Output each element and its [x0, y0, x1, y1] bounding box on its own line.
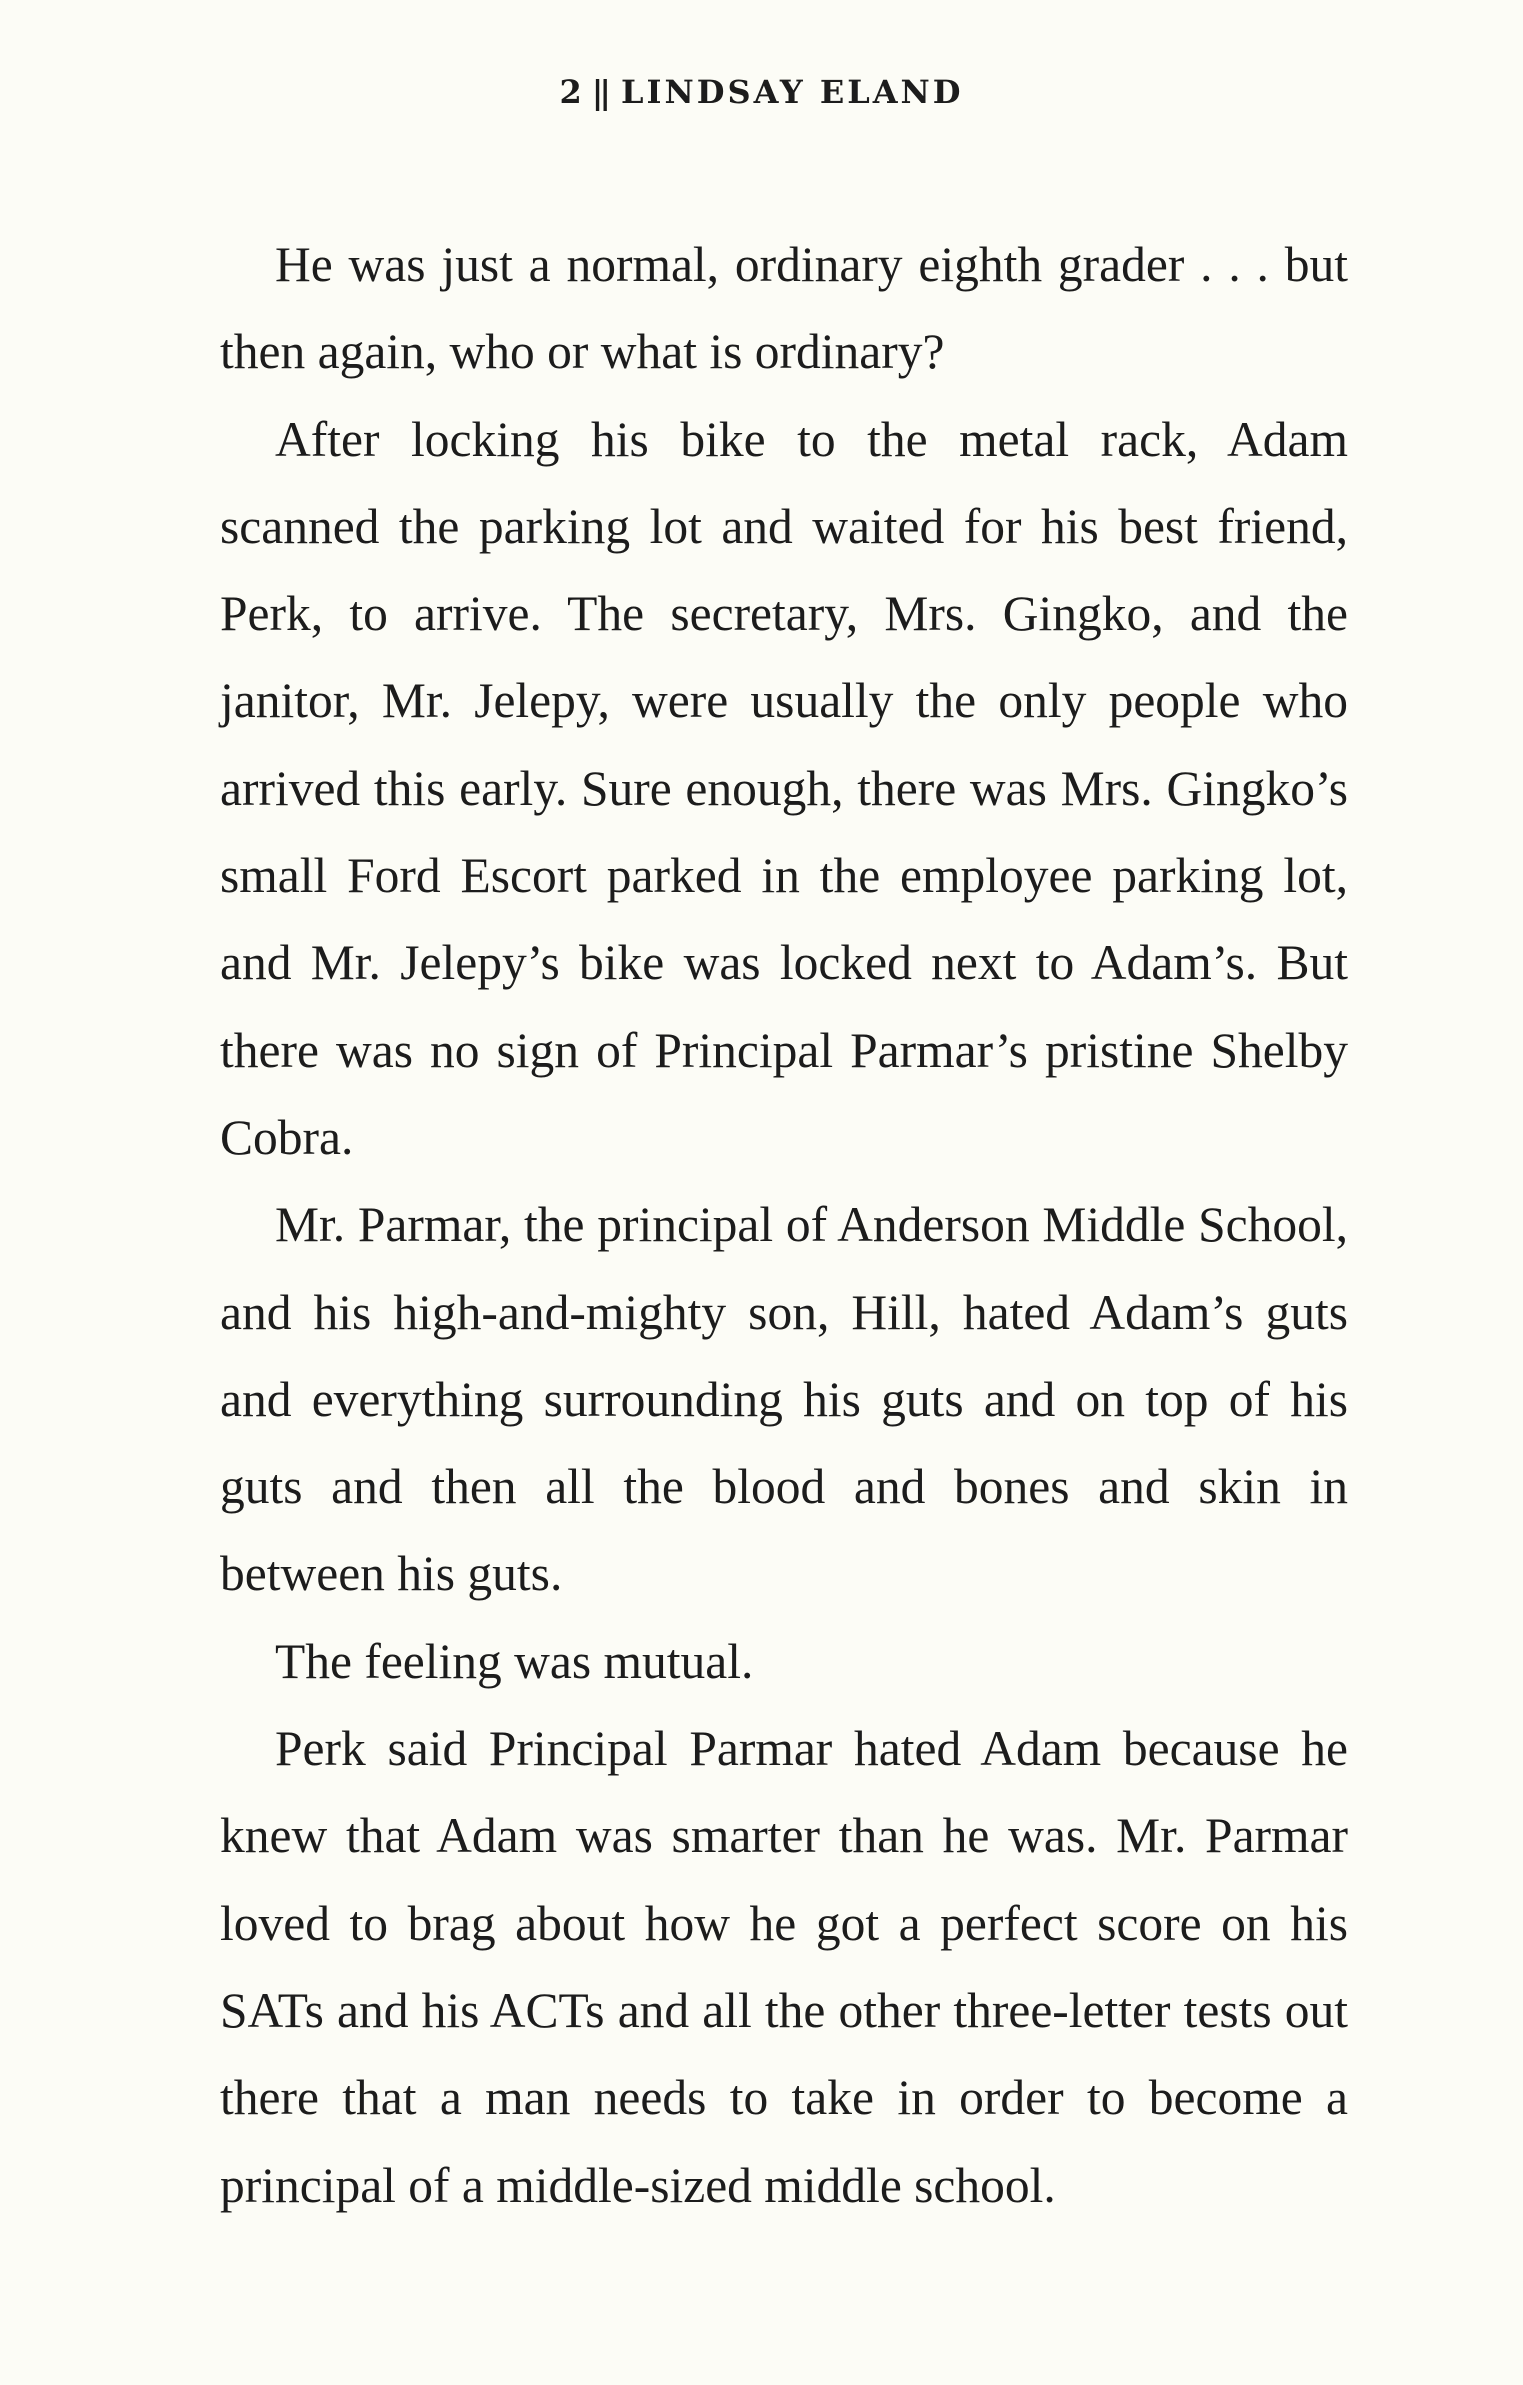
- paragraph: Perk said Principal Parmar hated Adam because he knew that Adam was smarter than he was. Mr. Parmar loved to brag about how he got a perfect score on his SATs and his ACTs and all the other three-letter tests out there that a man needs to take in order to become a principal of a middle-sized middle school.: [220, 1721, 1348, 2213]
- running-head: [0, 68, 1523, 116]
- paragraph: Mr. Parmar, the principal of Anderson Middle School, and his high-and-mighty son, Hill, hated Adam’s guts and everything surrounding his guts and on top of his guts and then all the blood and bones and skin in between his guts.: [220, 1197, 1348, 1602]
- page-number: 2: [559, 73, 582, 111]
- body-text: [220, 221, 1348, 2229]
- paragraph: He was just a normal, ordinary eighth grader . . . but then again, who or what is ordinary?: [220, 237, 1348, 380]
- author-name: LINDSAY ELAND: [621, 73, 964, 111]
- paragraph: The feeling was mutual.: [275, 1633, 754, 1689]
- paragraph: After locking his bike to the metal rack, Adam scanned the parking lot and waited for his best friend, Perk, to arrive. The secretary, Mrs. Gingko, and the janitor, Mr. Jelepy, were usually the only people who arrived this early. Sure enough, there was Mrs. Gingko’s small Ford Escort parked in the employee parking lot, and Mr. Jelepy’s bike was locked next to Adam’s. But there was no sign of Principal Parmar’s pristine Shelby Cobra.: [220, 411, 1348, 1165]
- header-separator: ||: [591, 73, 608, 111]
